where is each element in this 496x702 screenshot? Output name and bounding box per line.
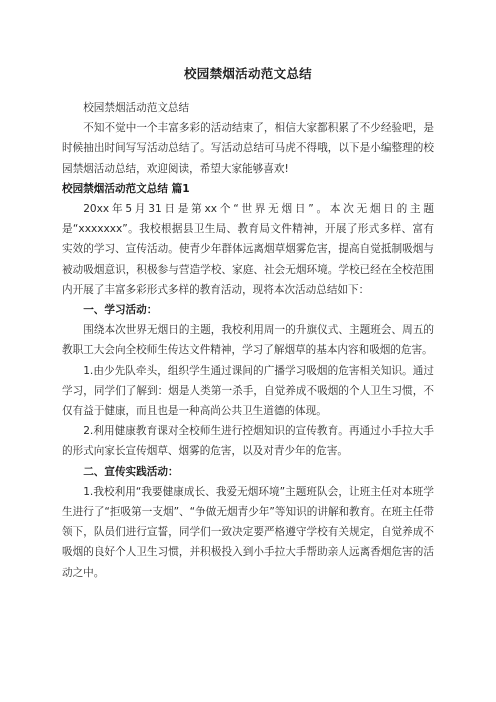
document-subtitle: 校园禁烟活动范文总结: [83, 102, 190, 114]
paragraph-5: 1.我校利用“我要健康成长、我爱无烟环境”主题班队会，让班主任对本班学生进行了“拒吸第一支烟”、“争做无烟青少年”等知识的讲解和教育。在班主任带领下，队员们进行宣誓，同学们一致决定要严格遵守学校有关规定，自觉养成不吸烟的良好个人卫生习惯，并积极投入到小手拉大手帮助亲人远离香烟危害的活动之中。: [62, 485, 434, 579]
paragraph-3: 1.由少先队牵头，组织学生通过课间的广播学习吸烟的危害相关知识。通过学习，同学们了解到：烟是人类第一杀手，自觉养成不吸烟的个人卫生习惯，不仅有益于健康，而且也是一种高尚公共卫生道德的体现。: [62, 364, 434, 418]
heading-learning: 一、学习活动：: [83, 304, 158, 317]
intro-paragraph: 不知不觉中一个丰富多彩的活动结束了，相信大家都积累了不少经验吧，是时候抽出时间写写活动总结了。写活动总结可马虎不得哦，以下是小编整理的校园禁烟活动总结，欢迎阅读，希望大家能够喜欢!: [62, 122, 434, 175]
document-title: 校园禁烟活动范文总结: [183, 66, 312, 81]
paragraph-1: 20xx年5月31日是第xx个“世界无烟日”。本次无烟日的主题是“xxxxxxx”。我校根据县卫生局、教育局文件精神，开展了形式多样、富有实效的学习、宣传活动。使青少年群体远离烟草烟雾危害，提高自觉抵制吸烟与被动吸烟意识，积极参与营造学校、家庭、社会无烟环境。学校已经在全校范围内开展了丰富多彩形式多样的教育活动，现将本次活动总结如下：: [62, 203, 434, 296]
paragraph-2: 围绕本次世界无烟日的主题，我校利用周一的升旗仪式、主题班会、周五的教职工大会向全校师生传达文件精神，学习了解烟草的基本内容和吸烟的危害。: [62, 324, 434, 357]
section-heading: 校园禁烟活动范文总结 篇1: [62, 182, 190, 195]
paragraph-4: 2.利用健康教育课对全校师生进行控烟知识的宣传教育。再通过小手拉大手的形式向家长宣传烟草、烟雾的危害，以及对青少年的危害。: [62, 425, 434, 458]
heading-practice: 二、宣传实践活动：: [83, 465, 179, 478]
